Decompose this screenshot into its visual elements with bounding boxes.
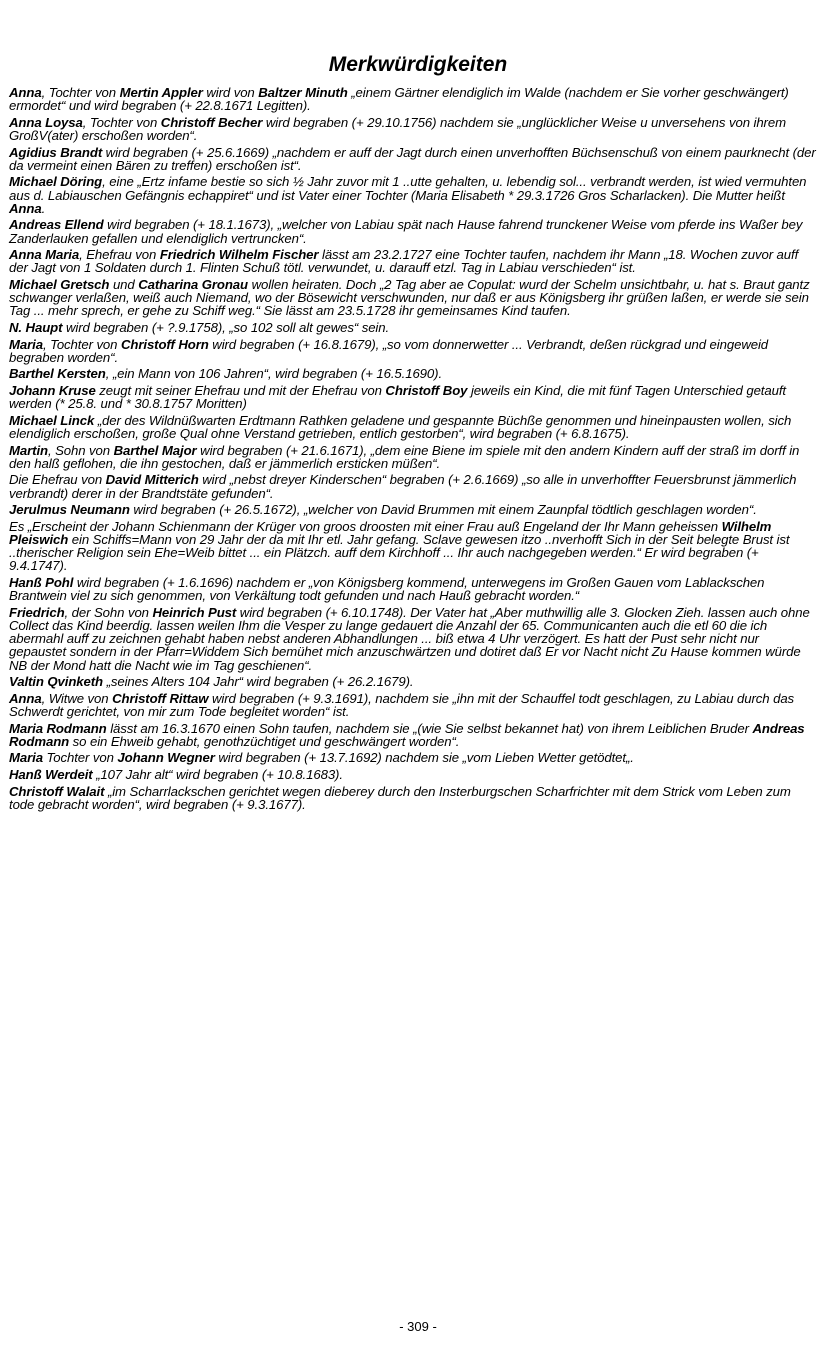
entry (9, 785, 819, 811)
entry-text: wird begraben (+ 1.6.1696) nachdem er „von Königsberg kommend, unterwegens im Großen Gauen vom Lablackschen Brantwein viel zu sich genommen, von Verkältung todt gefunden und nach Hauß gebracht worden.“ (9, 574, 765, 604)
entry-text: „107 Jahr alt“ wird begraben (+ 10.8.1683). (92, 766, 343, 782)
entry (9, 722, 819, 748)
entry-name: Anna Loysa (9, 114, 83, 130)
entry (9, 175, 819, 215)
entry-name: Johann Wegner (117, 750, 215, 766)
entry-name: Hanß Pohl (9, 574, 74, 590)
entry-name: Wilhelm Pleiswich (9, 518, 772, 547)
entry-text: wollen heiraten. Doch „2 Tag aber ae Copulat: wurd der Schelm unsichtbahr, u. hat s. Braut gantz schwanger verlaßen, weiß auch Niemand, wo der Bösewicht verschwunden, nur daß er aus Königsberg ihr grüßen laßen, er werde sie sein Tag ... mehr sprech, er gehe zu Schiff weg.“ Sie lässt am 23.5.1728 ihr gemeinsames Kind taufen. (9, 276, 810, 319)
entry (9, 576, 819, 602)
entry (9, 503, 819, 516)
entry-text: , eine „Ertz infame bestie so sich ½ Jahr zuvor mit 1 ..utte gehalten, u. lebendig sol... verbrandt werden, ist wied vermuhten aus d. Labiauschen Gefängnis echappiret“ und ist Vater einer Tochter (Maria Elisabeth * 29.3.1726 Gros Scharlacken). Die Mutter heißt (9, 174, 807, 203)
entry-list (9, 86, 819, 814)
entry (9, 606, 819, 672)
entry-text: „seines Alters 104 Jahr“ wird begraben (+ 26.2.1679). (103, 674, 414, 690)
entry-name: Andreas Ellend (9, 217, 104, 233)
entry-name: Barthel Major (113, 442, 197, 458)
entry-text: , der Sohn von (64, 604, 153, 620)
entry-text: Tochter von (42, 750, 118, 766)
entry-name: Andreas Rodmann (9, 720, 805, 749)
entry-text: wird „nebst dreyer Kinderschen“ begraben (+ 2.6.1669) „so alle in unverhoffter Feuersbrunst jämmerlich verbrandt) derer in der Brandtstäte gefunden“. (9, 472, 797, 501)
entry-text: lässt am 16.3.1670 einen Sohn taufen, nachdem sie „(wie Sie selbst bekannet hat) von ihrem Leiblichen Bruder (106, 720, 753, 736)
entry (9, 321, 819, 334)
entry-text: . (41, 200, 46, 216)
entry (9, 384, 819, 410)
entry-name: Martin (9, 442, 48, 458)
entry-text: , Ehefrau von (79, 247, 160, 263)
entry-name: Johann Kruse (9, 382, 96, 398)
entry (9, 278, 819, 318)
entry (9, 768, 819, 781)
entry-name: Michael Döring (9, 174, 103, 190)
entry (9, 86, 819, 112)
entry-text: ein Schiffs=Mann von 29 Jahr der da mit Ihr etl. Jahr gefang. Sclave gewesen itzo ..nverhofft Sich in der Seit belegte Brust ist ..therischer Religion sein Ehe=Weib bittet ... ein Plätzch. auff dem Kirchhoff ... Ihr auch nachgegeben werden.“ Er wird begraben (+ 9.4.1747). (9, 531, 790, 574)
entry-name: Anna (9, 690, 42, 706)
entry-text: lässt am 23.2.1727 eine Tochter taufen, nachdem ihr Mann „18. Wochen zuvor auff der Jagt von 1 Soldaten durch 1. Flinten Schuß tötl. verwundet, u. darauff etzl. Tag in Labiau verschieden“ ist. (9, 247, 799, 276)
entry-name: Christoff Becher (160, 114, 263, 130)
entry-name: Christoff Horn (120, 336, 209, 352)
entry-text: „im Scharrlackschen gerichtet wegen dieberey durch den Insterburgschen Scharfrichter mit dem Strick vom Leben zum tode gebracht worden“, wird begraben (+ 9.3.1677). (9, 783, 791, 812)
entry-name: Maria (9, 750, 43, 766)
entry-name: Christoff Walait (9, 783, 105, 799)
entry-text: wird begraben (+ ?.9.1758), „so 102 soll alt gewes“ sein. (62, 319, 390, 335)
entry-name: Michael Linck (9, 412, 95, 428)
entry-name: Catharina Gronau (138, 276, 248, 292)
entry-name: David Mitterich (105, 472, 199, 488)
entry (9, 751, 819, 764)
entry-text: wird begraben (+ 21.6.1671), „dem eine Biene im spiele mit den andern Kindern auff der straß im dorff in den halß geflohen, die ihn gestochen, daß er jämmerlich ersticken müßen“. (9, 442, 800, 471)
entry-name: Maria Rodmann (9, 720, 107, 736)
entry (9, 675, 819, 688)
entry-text: „einem Gärtner elendiglich im Walde (nachdem er Sie vorher geschwängert) ermordet“ und wird begraben (+ 22.8.1671 Legitten). (9, 85, 789, 114)
entry-name: Christoff Rittaw (112, 690, 209, 706)
entry-name: Anna (9, 85, 42, 100)
entry-text: , „ein Mann von 106 Jahren“, wird begraben (+ 16.5.1690). (105, 366, 443, 382)
entry-text: „der des Wildnüßwarten Erdtmann Rathken geladene und gespannte Büchße genommen und hineinpausten wollen, sich elendiglich erschoßen, große Qual ohne Verstand getrieben, entlich gestorben“, wird begraben (+ 6.8.1675). (9, 412, 792, 441)
entry (9, 444, 819, 470)
entry-name: Friedrich (9, 604, 65, 620)
entry-name: Anna Maria (9, 247, 80, 263)
entry (9, 367, 819, 380)
entry-name: Baltzer Minuth (258, 85, 348, 100)
entry-text: , Sohn von (47, 442, 114, 458)
entry-text: Es „Erscheint der Johann Schienmann der Krüger von groos droosten mit einer Frau auß Engeland der Ihr Mann geheissen (9, 518, 722, 534)
entry (9, 218, 819, 244)
entry (9, 116, 819, 142)
page-number: - 309 - (399, 1319, 437, 1334)
entry-text: jeweils ein Kind, die mit fünf Tagen Unterschied getauft werden (* 25.8. und * 30.8.1757 Moritten) (9, 382, 786, 412)
entry-name: Maria (9, 336, 43, 352)
entry-name: Michael Gretsch (9, 276, 110, 292)
entry-text: , Witwe von (41, 690, 113, 706)
entry (9, 338, 819, 364)
entry-text: wird begraben (+ 25.6.1669) „nachdem er auff der Jagt durch einen unverhofften Büchsenschuß von einem paurknecht (der da vermeint einen Bären zu treffen) erschoßen ist“. (9, 144, 816, 173)
entry-text: wird begraben (+ 13.7.1692) nachdem sie „vom Lieben Wetter getödtet„. (214, 750, 634, 766)
entry (9, 248, 819, 274)
entry-text: wird begraben (+ 9.3.1691), nachdem sie „ihn mit der Schauffel todt geschlagen, zu Labiau durch das Schwerdt gerichtet, von mir zum Tode begleitet worden“ ist. (9, 690, 795, 719)
entry (9, 414, 819, 440)
entry-text: wird begraben (+ 29.10.1756) nachdem sie „unglücklicher Weise u unversehens von ihrem GroßV(ater) erschoßen worden“. (9, 114, 786, 143)
entry-text: zeugt mit seiner Ehefrau und mit der Ehefrau von (95, 382, 386, 398)
entry (9, 146, 819, 172)
entry (9, 520, 819, 573)
entry-name: Jerulmus Neumann (9, 502, 130, 518)
entry-text: , Tochter von (42, 336, 121, 352)
entry-name: Christoff Boy (385, 382, 468, 398)
entry-name: Hanß Werdeit (9, 766, 93, 782)
entry-name: Anna (9, 200, 42, 216)
entry-name: Friedrich Wilhelm Fischer (159, 247, 319, 263)
entry-text: wird begraben (+ 16.8.1679), „so vom donnerwetter ... Verbrandt, deßen rückgrad und eingeweid begraben worden“. (9, 336, 769, 365)
entry-name: Heinrich Pust (152, 604, 237, 620)
entry-text: wird von (202, 85, 259, 100)
entry-text: , Tochter von (41, 85, 120, 100)
entry-text: wird begraben (+ 26.5.1672), „welcher von David Brummen mit einem Zaunpfal tödtlich geschlagen worden“. (129, 502, 757, 518)
entry-name: Barthel Kersten (9, 366, 106, 382)
entry-text: so ein Ehweib gehabt, genothzüchtiget und geschwängert worden“. (69, 733, 460, 749)
entry-name: N. Haupt (9, 319, 63, 335)
entry-text: wird begraben (+ 6.10.1748). Der Vater hat „Aber muthwillig alle 3. Glocken Zieh. lassen auch ohne Collect das Kind beerdig. lassen weilen Ihm die Vesper zu lange gedauert die Anzahl der 65. Communicanten auch die etl 60 die ich abermahl auff zu zeichnen gehabt haben nebst anderen Abhandlungen ... biß etwa 4 Uhr verzögert. Es hatt der Pust sehr nicht nur gepaustet sondern in der Pfarr=Widdem Sich bemühet mich anzuschwärtzen und dotiret daß Er vor Nacht nicht Zu Hause kommen würde NB der Mond hatt die Nacht wie im Tag geschienen“. (9, 604, 810, 673)
entry-name: Agidius Brandt (9, 144, 103, 160)
entry-text: , Tochter von (82, 114, 161, 130)
page-title: Merkwürdigkeiten (328, 53, 508, 76)
entry-text: und (109, 276, 139, 292)
entry (9, 692, 819, 718)
entry (9, 473, 819, 499)
entry-text: Die Ehefrau von (9, 472, 106, 488)
entry-name: Mertin Appler (119, 85, 203, 100)
entry-text: wird begraben (+ 18.1.1673), „welcher von Labiau spät nach Hause fahrend trunckener Weise vom pferde ins Waßer bey Zanderlauken gefallen und elendiglich vertruncken“. (9, 217, 803, 246)
entry-name: Valtin Qvinketh (9, 674, 104, 690)
